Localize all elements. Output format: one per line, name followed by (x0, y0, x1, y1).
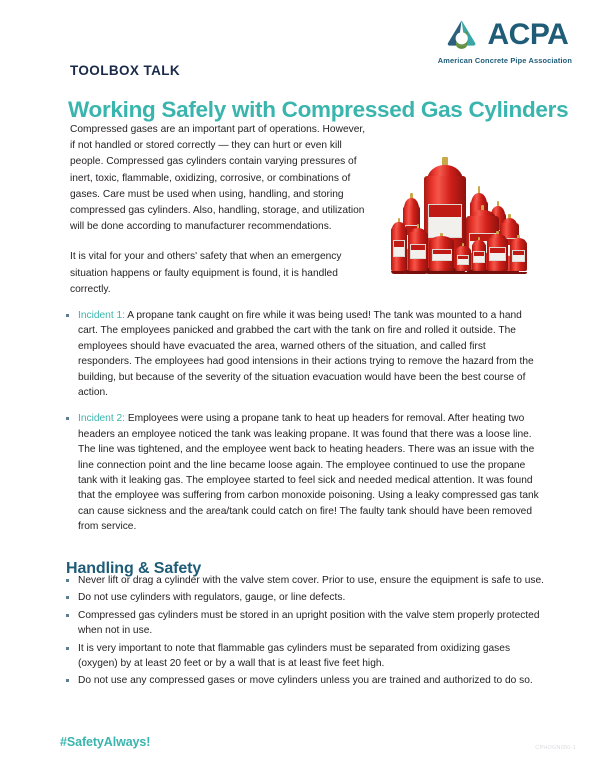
logo-wordmark: ACPA (487, 18, 569, 51)
logo-tagline: American Concrete Pipe Association (437, 56, 572, 65)
incidents-list (62, 308, 540, 535)
incident-1-label: Incident 1: (78, 310, 126, 321)
list-item (62, 411, 540, 534)
safety-hashtag: #SafetyAlways! (60, 735, 151, 749)
danger-propane-label (428, 204, 462, 238)
handling-safety-section (62, 573, 546, 691)
photo-ground-shadow (392, 268, 530, 275)
intro-paragraph-2: It is vital for your and others' safety that when an emergency situation happens or faulty equipment is found, it is handled correctly. (70, 251, 342, 295)
incidents-section (62, 308, 540, 535)
page-header (0, 0, 600, 72)
list-item (62, 308, 540, 400)
list-item: Never lift or drag a cylinder with the valve stem cover. Prior to use, ensure the equipment is safe to use. (62, 573, 546, 588)
logo-row (442, 18, 569, 52)
acpa-logo (438, 18, 572, 65)
kicker-toolbox-talk: TOOLBOX TALK (70, 63, 181, 78)
list-item: Compressed gas cylinders must be stored in an upright position with the valve stem properly protected when not in use. (62, 608, 546, 639)
page-title: Working Safely with Compressed Gas Cylinders (68, 97, 569, 123)
incident-2-text: Employees were using a propane tank to heat up headers for removal. After heating two headers an employee noticed the tank was leaking propane. It was found that there was a loose line. The line was tightened, and the employee went back to heating headers. There was an issue with the line connection point and the line became loose again. The employee continued to use the propane tank with it leaking gas. The employee started to feel sick and needed medical attention. It was found that the employee was suffering from carbon monoxide poisoning. Using a leaky compressed gas tank can cause sickness and the area/tank could catch on fire! The faulty tank should have been removed from service. (78, 413, 539, 533)
cylinder-front-7 (510, 237, 527, 271)
cylinder-front-6 (487, 233, 508, 271)
intro-text-block (70, 122, 370, 312)
handling-safety-list (62, 573, 546, 689)
list-item: Do not use any compressed gases or move cylinders unless you are trained and authorized to do so. (62, 673, 546, 688)
cylinder-front-2 (408, 227, 428, 271)
propane-cylinders-photo (386, 143, 536, 275)
document-code: CPHOGN050-1 (535, 745, 576, 751)
cylinder-front-5 (472, 239, 486, 271)
section-heading-handling-safety: Handling & Safety (66, 560, 202, 578)
acpa-triangle-droplet-icon (442, 18, 482, 52)
cylinder-front-1 (391, 221, 407, 271)
list-item: Do not use cylinders with regulators, gauge, or line defects. (62, 590, 546, 605)
incident-1-text: A propane tank caught on fire while it was being used! The tank was mounted to a hand cart. The employees panicked and grabbed the cart with the tank on fire and rolled it outside. The employees should have evacuated the area, warned others of the situation, and called first responders. The employees had good intensions in their actions trying to remove the hazard from the building, but because of the severity of the situation evacuation would have been the best course of action. (78, 310, 534, 399)
intro-paragraph-1: Compressed gases are an important part of operations. However, if not handled or stored correctly — they can hurt or even kill people. Compressed gas cylinders contain varying pressures of inert, toxic, flammable, oxidizing, corrosive, or combinations of gases. Care must be used when using, handling, and storing compressed gas cylinders. Also, handling, storage, and utilization will be done according to manufacturer recommendations. (70, 124, 366, 233)
list-item: It is very important to note that flammable gas cylinders must be separated from oxidizing gases (oxygen) by at least 20 feet or by a wall that is at least five feet high. (62, 641, 546, 672)
incident-2-label: Incident 2: (78, 413, 126, 425)
cylinder-front-3 (429, 235, 454, 271)
